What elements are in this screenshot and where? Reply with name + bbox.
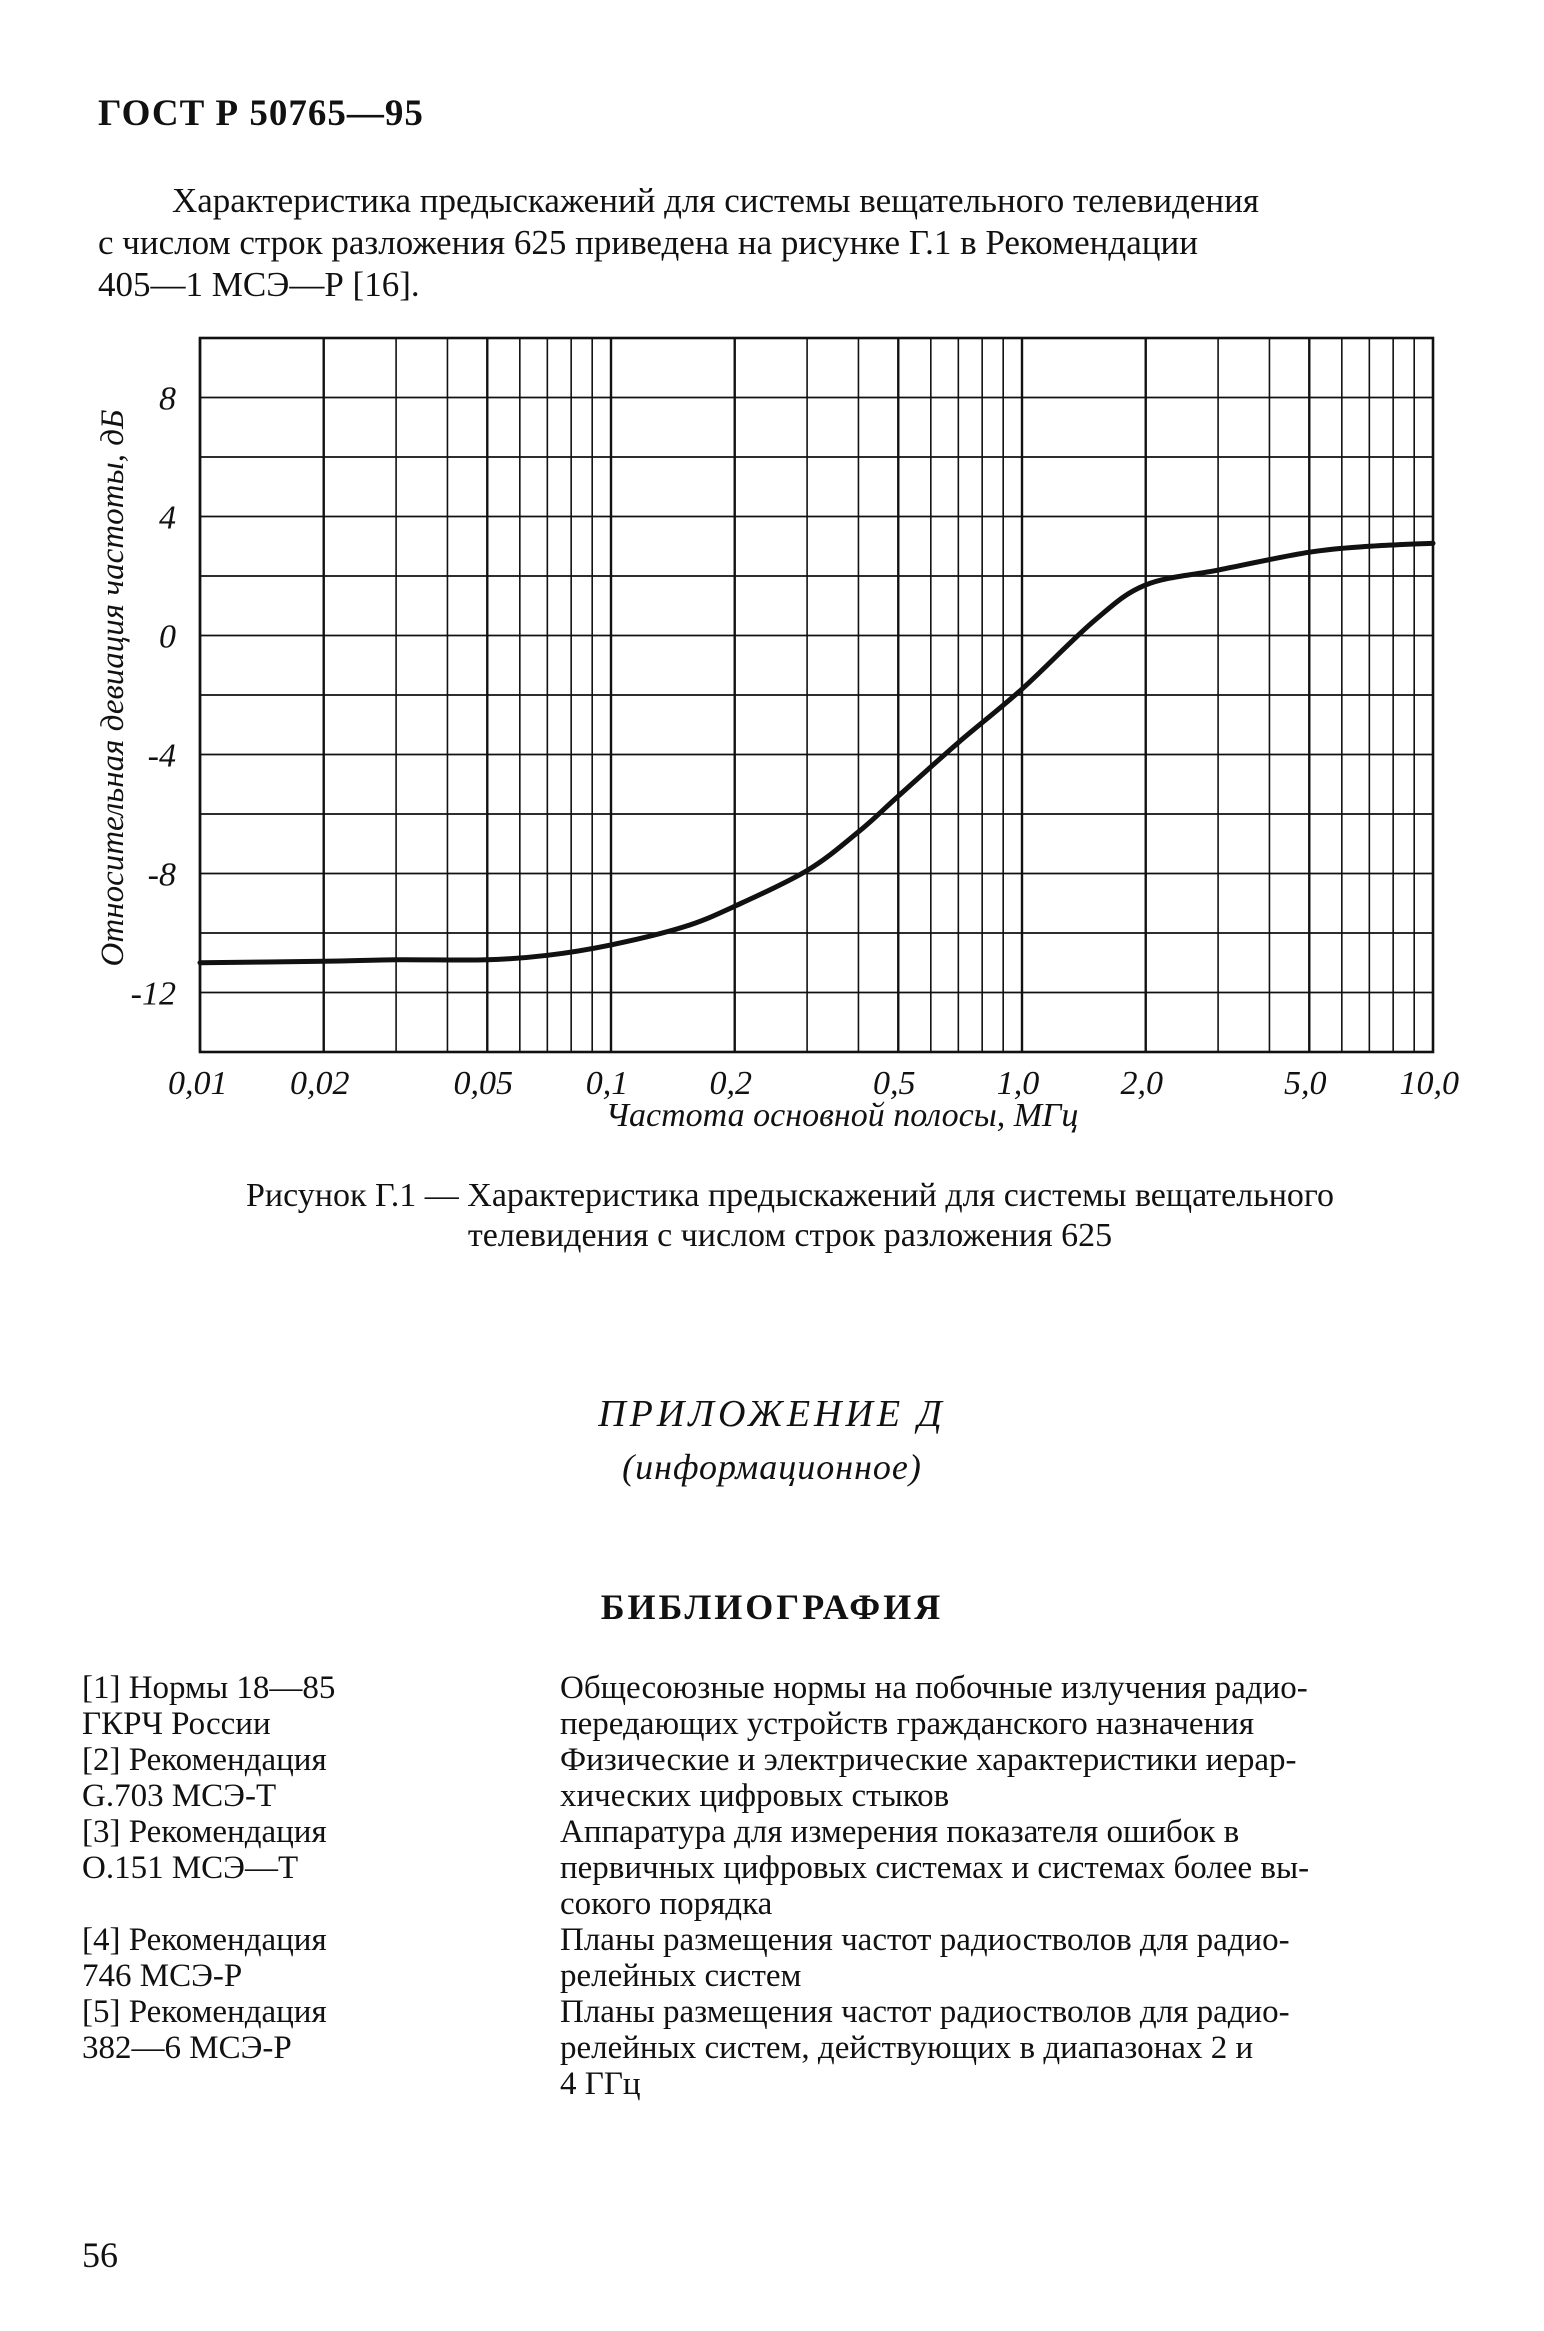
caption-line: Рисунок Г.1 — Характеристика предыскажений для системы вещательного [246, 1177, 1334, 1214]
page-number: 56 [82, 2235, 118, 2275]
x-tick-label: 0,2 [709, 1065, 752, 1102]
figure-g1-chart [0, 320, 1544, 1140]
bib-desc-line: хических цифровых стыков [560, 1778, 950, 1814]
bibliography-entry [82, 1994, 1482, 2102]
bib-ref-line: ГКРЧ России [82, 1706, 271, 1742]
x-tick-label: 0,5 [873, 1065, 916, 1102]
bib-ref-line: [5] Рекомендация [82, 1994, 327, 2030]
bibliography-entry [82, 1922, 1482, 1994]
grid-layer [200, 338, 1433, 1052]
bibliography-entry [82, 1742, 1482, 1814]
bib-ref-line: [1] Нормы 18—85 [82, 1670, 336, 1706]
bib-ref-line: 746 МСЭ-Р [82, 1958, 243, 1994]
bib-desc-line: Аппаратура для измерения показателя ошибок в [560, 1814, 1240, 1850]
series-line-pre-emphasis [200, 543, 1433, 962]
chart-svg [0, 320, 1544, 1140]
bib-reference [82, 1742, 560, 1814]
bib-ref-line: O.151 МСЭ—Т [82, 1850, 299, 1886]
intro-line: 405—1 МСЭ—Р [16]. [98, 265, 420, 304]
bib-desc-line: релейных систем, действующих в диапазонах 2 и [560, 2030, 1254, 2066]
x-tick-label: 10,0 [1399, 1065, 1459, 1102]
bib-description [560, 1670, 1470, 1742]
x-tick-label: 1,0 [996, 1065, 1040, 1102]
bib-ref-line: [4] Рекомендация [82, 1922, 327, 1958]
bib-description [560, 1922, 1470, 1994]
bibliography-entry [82, 1814, 1482, 1922]
appendix-subtitle: (информационное) [622, 1447, 922, 1487]
bib-ref-line: [3] Рекомендация [82, 1814, 327, 1850]
y-tick-label: -4 [147, 737, 176, 775]
bibliography-title: БИБЛИОГРАФИЯ [600, 1587, 944, 1627]
x-tick-label: 0,1 [585, 1065, 629, 1102]
bibliography-list [82, 1670, 1482, 2102]
appendix-title: ПРИЛОЖЕНИЕ Д [598, 1393, 946, 1435]
intro-line: Характеристика предыскажений для системы вещательного телевидения [172, 181, 1259, 220]
bib-reference [82, 1670, 560, 1742]
bib-desc-line: Физические и электрические характеристики иерар- [560, 1742, 1297, 1778]
standard-code: ГОСТ Р 50765—95 [98, 93, 424, 134]
curve-layer [200, 543, 1433, 962]
bib-desc-line: Планы размещения частот радиостволов для радио- [560, 1922, 1290, 1958]
bib-desc-line: релейных систем [560, 1958, 802, 1994]
bibliography-entry [82, 1670, 1482, 1742]
intro-paragraph [98, 180, 1478, 306]
bib-description [560, 1814, 1470, 1922]
bib-desc-line: передающих устройств гражданского назначения [560, 1706, 1255, 1742]
x-axis-label: Частота основной полосы, МГц [605, 1097, 1079, 1134]
figure-caption [150, 1176, 1430, 1256]
x-tick-label: 2,0 [1120, 1065, 1163, 1102]
y-tick-label: 0 [159, 618, 176, 656]
y-tick-label: 8 [159, 380, 176, 418]
bib-reference [82, 1922, 560, 1994]
caption-line: телевидения с числом строк разложения 625 [467, 1217, 1113, 1254]
y-tick-label: -12 [130, 975, 176, 1013]
x-tick-label: 0,01 [168, 1065, 228, 1102]
bib-reference [82, 1994, 560, 2102]
x-tick-label: 0,02 [289, 1065, 350, 1102]
x-tick-label: 5,0 [1284, 1065, 1327, 1102]
x-tick-label: 0,05 [453, 1065, 514, 1102]
y-tick-label: -8 [147, 856, 176, 894]
bib-desc-line: сокого порядка [560, 1886, 773, 1922]
bib-desc-line: первичных цифровых системах и системах более вы- [560, 1850, 1310, 1886]
bib-ref-line: 382—6 МСЭ-Р [82, 2030, 292, 2066]
bib-reference [82, 1814, 560, 1922]
bib-desc-line: Планы размещения частот радиостволов для радио- [560, 1994, 1290, 2030]
tick-layer [131, 381, 1459, 1103]
intro-line: с числом строк разложения 625 приведена на рисунке Г.1 в Рекомендации [98, 223, 1198, 262]
bib-description [560, 1742, 1470, 1814]
bib-desc-line: 4 ГГц [560, 2066, 641, 2102]
bib-description [560, 1994, 1470, 2102]
bib-ref-line: [2] Рекомендация [82, 1742, 327, 1778]
bib-ref-line: G.703 МСЭ-Т [82, 1778, 277, 1814]
bib-desc-line: Общесоюзные нормы на побочные излучения радио- [560, 1670, 1308, 1706]
y-tick-label: 4 [159, 499, 176, 537]
y-axis-label: Относительная девиация частоты, дБ [95, 409, 131, 967]
